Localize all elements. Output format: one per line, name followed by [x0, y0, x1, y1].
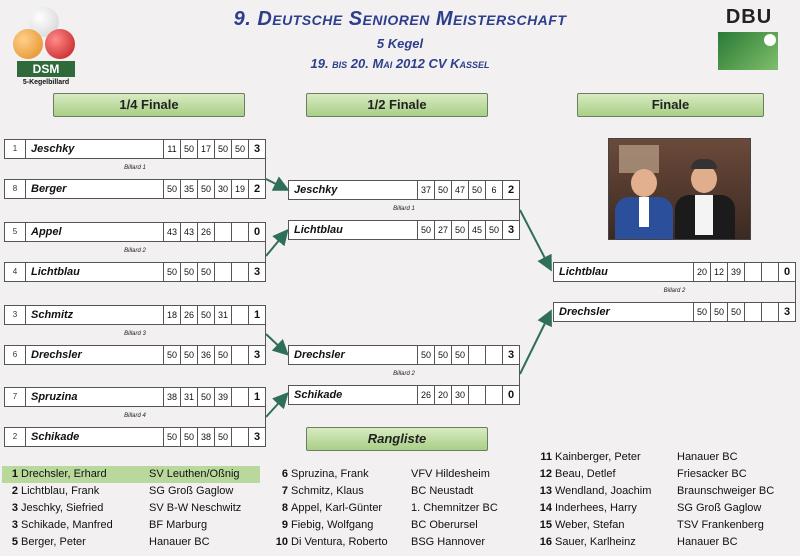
set-score: 26 [197, 223, 214, 241]
ranking-row: 14 Inderhees, Harry SG Groß Gaglow [536, 500, 798, 517]
set-score: 11 [163, 140, 180, 158]
event-date: 19. bis 20. Mai 2012 CV Kassel [310, 56, 490, 71]
ranking-name: Lichtblau, Frank [21, 485, 100, 497]
set-score: 50 [214, 428, 231, 446]
set-score: 50 [434, 181, 451, 199]
player-name: Berger [31, 183, 67, 195]
ranking-club: Braunschweiger BC [677, 485, 775, 497]
ranking-name: Sauer, Karlheinz [555, 536, 636, 548]
ranking-column-3 [536, 449, 798, 551]
set-score: 6 [485, 181, 502, 199]
ranking-row: 11 Kainberger, Peter Hanauer BC [536, 449, 798, 466]
player-name: Drechsler [294, 349, 345, 361]
arrow-q3-to-s2 [266, 334, 286, 353]
set-score: 36 [197, 346, 214, 364]
ranking-name: Fiebig, Wolfgang [291, 519, 374, 531]
arrow-q4-to-s2 [266, 395, 286, 417]
ranking-name: Wendland, Joachim [555, 485, 652, 497]
player-name: Schikade [294, 389, 343, 401]
ranking-row: 16 Sauer, Karlheinz Hanauer BC [536, 534, 798, 551]
ranking-name: Drechsler, Erhard [21, 468, 107, 480]
set-score: 30 [451, 386, 468, 404]
ranking-row: 15 Weber, Stefan TSV Frankenberg [536, 517, 798, 534]
page-subtitle: 5 Kegel [376, 36, 424, 51]
player-name: Drechsler [31, 349, 82, 361]
ranking-name: Schmitz, Klaus [291, 485, 364, 497]
ranking-name: Spruzina, Frank [291, 468, 369, 480]
ranking-row: 12 Beau, Detlef Friesacker BC [536, 466, 798, 483]
seed: 7 [5, 388, 26, 406]
set-score: 26 [180, 306, 197, 324]
seed: 8 [5, 180, 26, 198]
ranking-club: 1. Chemnitzer BC [411, 502, 498, 514]
table-label: Billard 1 [393, 206, 415, 212]
ranking-club: Hanauer BC [149, 536, 210, 548]
match-total: 1 [248, 306, 265, 324]
ranking-club: Hanauer BC [677, 451, 738, 463]
match-total: 0 [502, 386, 519, 404]
set-score: 12 [710, 263, 727, 281]
set-score: 43 [163, 223, 180, 241]
set-score: 47 [451, 181, 468, 199]
set-score: 50 [180, 140, 197, 158]
ranking-column-1 [2, 466, 260, 551]
ranking-name: Berger, Peter [21, 536, 86, 548]
set-score: 35 [180, 180, 197, 198]
seed: 5 [5, 223, 26, 241]
match-total: 3 [248, 346, 265, 364]
seed: 3 [5, 306, 26, 324]
match-total: 3 [248, 263, 265, 281]
table-label: Billard 3 [124, 331, 146, 337]
table-label: Billard 2 [124, 248, 146, 254]
player-name: Jeschky [31, 143, 75, 155]
ranking-club: BC Neustadt [411, 485, 474, 497]
seed: 2 [5, 428, 26, 446]
table-label: Billard 1 [124, 165, 146, 171]
ranking-club: BF Marburg [149, 519, 208, 531]
set-score: 50 [180, 346, 197, 364]
dsm-logo-subtext: 5-Kegelbillard [22, 79, 70, 86]
set-score: 38 [197, 428, 214, 446]
seed: 6 [5, 346, 26, 364]
ranking-club: VFV Hildesheim [411, 468, 490, 480]
set-score: 19 [231, 180, 248, 198]
ranking-row: 8 Appel, Karl-Günter 1. Chemnitzer BC [272, 500, 532, 517]
player-name: Jeschky [294, 184, 338, 196]
match-total: 3 [502, 221, 519, 239]
ranking-club: SG Groß Gaglow [149, 485, 234, 497]
set-score: 50 [180, 428, 197, 446]
match-total: 3 [778, 303, 795, 321]
ranking-club: SV Leuthen/Oßnig [149, 468, 240, 480]
set-score: 50 [197, 306, 214, 324]
arrow-q1-to-s1 [266, 179, 286, 189]
set-score: 50 [468, 181, 485, 199]
player-name: Lichtblau [559, 266, 608, 278]
set-score: 45 [468, 221, 485, 239]
page-title: 9. Deutsche Senioren Meisterschaft [233, 8, 567, 30]
set-score: 30 [214, 180, 231, 198]
set-score: 26 [417, 386, 434, 404]
set-score: 20 [434, 386, 451, 404]
set-score: 50 [214, 140, 231, 158]
set-score: 17 [197, 140, 214, 158]
ranking-name: Jeschky, Siefried [21, 502, 104, 514]
player-name: Spruzina [31, 391, 78, 403]
ranking-row: 5 Berger, Peter Hanauer BC [2, 534, 260, 551]
player-name: Lichtblau [31, 266, 80, 278]
player-name: Schikade [31, 431, 80, 443]
set-score: 50 [163, 263, 180, 281]
set-score: 50 [163, 180, 180, 198]
ranking-name: Di Ventura, Roberto [291, 536, 388, 548]
player-name: Schmitz [31, 309, 74, 321]
set-score: 50 [231, 140, 248, 158]
set-score: 50 [710, 303, 727, 321]
ranking-column-2 [272, 466, 532, 551]
table-label: Billard 4 [124, 413, 146, 419]
arrow-s2-to-final [520, 313, 550, 374]
ranking-club: BSG Hannover [411, 536, 485, 548]
match-total: 3 [502, 346, 519, 364]
match-total: 2 [248, 180, 265, 198]
ranking-club: SV B-W Neschwitz [149, 502, 242, 514]
ranking-name: Appel, Karl-Günter [291, 502, 383, 514]
set-score: 50 [197, 180, 214, 198]
set-score: 50 [727, 303, 744, 321]
ranking-club: BC Oberursel [411, 519, 478, 531]
set-score: 50 [451, 221, 468, 239]
set-score: 43 [180, 223, 197, 241]
set-score: 18 [163, 306, 180, 324]
set-score: 50 [417, 221, 434, 239]
ranking-row: 10 Di Ventura, Roberto BSG Hannover [272, 534, 532, 551]
set-score: 50 [214, 346, 231, 364]
set-score: 50 [451, 346, 468, 364]
ranking-name: Beau, Detlef [555, 468, 616, 480]
set-score: 31 [180, 388, 197, 406]
set-score: 39 [214, 388, 231, 406]
ranking-club: Friesacker BC [677, 468, 747, 480]
seed: 1 [5, 140, 26, 158]
set-score: 20 [693, 263, 710, 281]
set-score: 50 [163, 346, 180, 364]
ranking-row: 7 Schmitz, Klaus BC Neustadt [272, 483, 532, 500]
set-score: 50 [197, 388, 214, 406]
match-total: 1 [248, 388, 265, 406]
ranking-row: 6 Spruzina, Frank VFV Hildesheim [272, 466, 532, 483]
set-score: 50 [180, 263, 197, 281]
set-score: 50 [163, 428, 180, 446]
set-score: 37 [417, 181, 434, 199]
match-total: 2 [502, 181, 519, 199]
ranking-name: Inderhees, Harry [555, 502, 637, 514]
ranking-row: 13 Wendland, Joachim Braunschweiger BC [536, 483, 798, 500]
table-label: Billard 2 [663, 288, 686, 294]
arrow-q2-to-s1 [266, 232, 286, 256]
header-quarter-final: 1/4 Finale [53, 93, 245, 117]
dbu-logo-text: DBU [725, 6, 773, 28]
set-score: 50 [417, 346, 434, 364]
arrow-s1-to-final [520, 210, 550, 268]
dsm-logo-text: DSM [17, 61, 75, 77]
ranking-name: Kainberger, Peter [555, 451, 641, 463]
player-name: Appel [31, 226, 62, 238]
set-score: 50 [197, 263, 214, 281]
ranking-row: 9 Fiebig, Wolfgang BC Oberursel [272, 517, 532, 534]
player-name: Drechsler [559, 306, 610, 318]
set-score: 27 [434, 221, 451, 239]
match-total: 3 [248, 140, 265, 158]
seed: 4 [5, 263, 26, 281]
set-score: 39 [727, 263, 744, 281]
set-score: 31 [214, 306, 231, 324]
match-total: 3 [248, 428, 265, 446]
set-score: 50 [693, 303, 710, 321]
ranking-name: Weber, Stefan [555, 519, 625, 531]
match-total: 0 [778, 263, 795, 281]
ranking-row: 3 Schikade, Manfred BF Marburg [2, 517, 260, 534]
rangliste-header: Rangliste [306, 427, 488, 451]
header-semi-final: 1/2 Finale [306, 93, 488, 117]
ranking-club: TSV Frankenberg [677, 519, 764, 531]
ranking-row: 2 Lichtblau, Frank SG Groß Gaglow [2, 483, 260, 500]
set-score: 50 [434, 346, 451, 364]
header-final: Finale [577, 93, 764, 117]
player-name: Lichtblau [294, 224, 343, 236]
match-total: 0 [248, 223, 265, 241]
table-label: Billard 2 [393, 371, 415, 377]
set-score: 50 [485, 221, 502, 239]
ranking-row: 3 Jeschky, Siefried SV B-W Neschwitz [2, 500, 260, 517]
ranking-club: Hanauer BC [677, 536, 738, 548]
ranking-name: Schikade, Manfred [21, 519, 113, 531]
ranking-club: SG Groß Gaglow [677, 502, 762, 514]
set-score: 38 [163, 388, 180, 406]
ranking-row: 1 Drechsler, Erhard SV Leuthen/Oßnig [2, 466, 260, 483]
